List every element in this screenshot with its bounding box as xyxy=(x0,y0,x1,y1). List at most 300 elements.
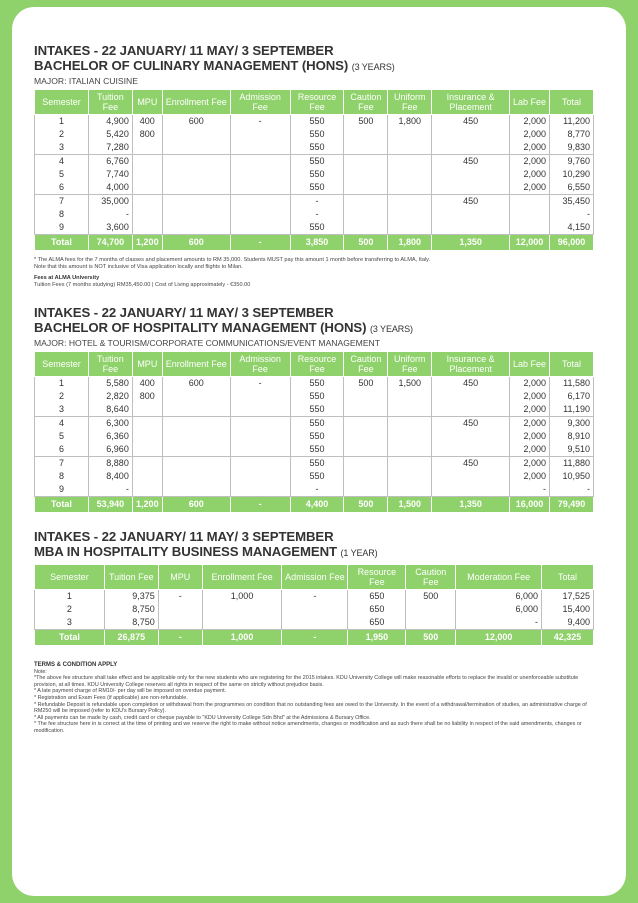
table-cell: - xyxy=(88,208,132,221)
table-cell: 450 xyxy=(432,115,510,129)
table-cell xyxy=(162,430,230,443)
table-cell xyxy=(432,403,510,417)
total-cell: 1,200 xyxy=(132,235,162,251)
table-cell: 450 xyxy=(432,195,510,209)
table-row xyxy=(35,417,594,431)
total-cell: 500 xyxy=(344,235,388,251)
table-cell: 3 xyxy=(35,403,89,417)
table-cell: 3 xyxy=(35,141,89,155)
table-cell xyxy=(388,443,432,457)
table-cell xyxy=(432,221,510,235)
table-cell: - xyxy=(290,195,344,209)
terms-item: * All payments can be made by cash, credit card or cheque payable to "KDU University College Sdn Bhd" at the Admissions & Bursary Office. xyxy=(34,714,371,721)
table-cell: 550 xyxy=(290,155,344,169)
table-cell xyxy=(432,443,510,457)
table-cell xyxy=(132,221,162,235)
total-cell: 1,000 xyxy=(202,630,282,646)
table-cell xyxy=(344,443,388,457)
table-cell: 650 xyxy=(348,603,406,616)
program-duration: (1 YEAR) xyxy=(340,548,378,558)
table-cell xyxy=(388,168,432,181)
table-cell xyxy=(230,390,290,403)
table-row xyxy=(35,590,594,604)
table-cell xyxy=(132,168,162,181)
document-page xyxy=(12,7,626,896)
table-row xyxy=(35,616,594,630)
intakes-heading: INTAKES - 22 JANUARY/ 11 MAY/ 3 SEPTEMBER xyxy=(34,529,334,544)
table-row xyxy=(35,181,594,195)
column-header: Admission Fee xyxy=(282,565,348,590)
table-cell xyxy=(132,417,162,431)
table-row xyxy=(35,483,594,497)
table-cell xyxy=(230,181,290,195)
total-cell: 1,200 xyxy=(132,497,162,513)
table-cell xyxy=(132,208,162,221)
alma-note xyxy=(34,257,594,289)
table-cell xyxy=(432,430,510,443)
section-mba xyxy=(34,529,594,646)
column-header: Admission Fee xyxy=(230,90,290,115)
table-cell xyxy=(230,221,290,235)
table-cell: 9 xyxy=(35,483,89,497)
column-header: Enrollment Fee xyxy=(162,90,230,115)
table-cell xyxy=(344,168,388,181)
table-body xyxy=(35,377,594,513)
table-cell: 8 xyxy=(35,470,89,483)
table-cell: 5 xyxy=(35,430,89,443)
terms-item: * Registration and Exam Fees (if applicable) are non-refundable. xyxy=(34,694,188,701)
table-row xyxy=(35,208,594,221)
table-cell xyxy=(162,403,230,417)
table-cell xyxy=(162,208,230,221)
table-cell xyxy=(230,443,290,457)
column-header: Admission Fee xyxy=(230,352,290,377)
table-cell xyxy=(230,208,290,221)
total-cell: 1,950 xyxy=(348,630,406,646)
column-header: Semester xyxy=(35,90,89,115)
total-cell: 500 xyxy=(344,497,388,513)
table-cell: 5,580 xyxy=(88,377,132,391)
total-cell: - xyxy=(230,497,290,513)
column-header: Semester xyxy=(35,352,89,377)
section-culinary xyxy=(34,43,594,289)
total-row xyxy=(35,497,594,513)
total-cell: 4,400 xyxy=(290,497,344,513)
table-cell: 9,300 xyxy=(549,417,593,431)
column-header: Moderation Fee xyxy=(456,565,542,590)
column-header: Insurance & Placement xyxy=(432,352,510,377)
table-cell: 2,000 xyxy=(510,377,550,391)
table-cell: 35,450 xyxy=(549,195,593,209)
table-cell: 6,960 xyxy=(88,443,132,457)
table-cell: 2,000 xyxy=(510,430,550,443)
table-cell: 4 xyxy=(35,155,89,169)
table-cell: - xyxy=(290,483,344,497)
table-row xyxy=(35,470,594,483)
fee-table xyxy=(34,564,594,646)
table-cell: 2,000 xyxy=(510,403,550,417)
table-cell xyxy=(162,417,230,431)
table-cell xyxy=(432,208,510,221)
major-label: MAJOR: HOTEL & TOURISM/CORPORATE COMMUNICATIONS/EVENT MANAGEMENT xyxy=(34,338,381,348)
table-cell: 10,290 xyxy=(549,168,593,181)
table-cell: 11,190 xyxy=(549,403,593,417)
table-cell xyxy=(162,195,230,209)
table-cell xyxy=(162,390,230,403)
table-cell xyxy=(162,470,230,483)
table-row xyxy=(35,155,594,169)
table-cell xyxy=(432,141,510,155)
table-cell: 9,375 xyxy=(104,590,158,604)
table-cell xyxy=(388,221,432,235)
alma-fees-heading: Fees at ALMA University xyxy=(34,275,100,281)
table-cell: 1,500 xyxy=(388,377,432,391)
fee-table xyxy=(34,89,594,251)
terms-item: * The fee structure here in is correct at the time of printing and we reserve the right to make without notice amendments, changes or modification and as such there shall be no liability in respect of the said amendments, changes or modification. xyxy=(34,721,582,734)
table-cell xyxy=(406,603,456,616)
table-cell: 3 xyxy=(35,616,105,630)
table-cell xyxy=(388,195,432,209)
table-cell: 550 xyxy=(290,115,344,129)
total-cell: 12,000 xyxy=(456,630,542,646)
table-cell: 7,280 xyxy=(88,141,132,155)
table-cell: 5 xyxy=(35,168,89,181)
table-cell: 11,880 xyxy=(549,457,593,471)
table-cell xyxy=(230,141,290,155)
table-cell: 17,525 xyxy=(542,590,594,604)
header-row xyxy=(35,352,594,377)
table-cell: 4,150 xyxy=(549,221,593,235)
table-cell: 2,000 xyxy=(510,470,550,483)
table-row xyxy=(35,221,594,235)
program-title: BACHELOR OF HOSPITALITY MANAGEMENT (HONS) xyxy=(34,320,367,335)
table-cell: 550 xyxy=(290,168,344,181)
terms-note-label: Note: xyxy=(34,668,47,675)
table-cell: 6,000 xyxy=(456,603,542,616)
table-cell xyxy=(406,616,456,630)
table-row xyxy=(35,457,594,471)
column-header: Uniform Fee xyxy=(388,90,432,115)
table-cell: 2,000 xyxy=(510,390,550,403)
program-heading xyxy=(34,544,594,561)
table-cell: 500 xyxy=(344,377,388,391)
total-cell: 1,350 xyxy=(432,497,510,513)
table-cell xyxy=(344,155,388,169)
column-header: Caution Fee xyxy=(344,352,388,377)
table-cell xyxy=(388,208,432,221)
table-cell xyxy=(388,403,432,417)
column-header: Resource Fee xyxy=(290,352,344,377)
table-cell: 600 xyxy=(162,115,230,129)
table-cell: - xyxy=(282,590,348,604)
table-cell: 2,000 xyxy=(510,181,550,195)
table-cell: 550 xyxy=(290,221,344,235)
table-cell xyxy=(132,403,162,417)
table-cell xyxy=(388,457,432,471)
column-header: Caution Fee xyxy=(406,565,456,590)
table-cell: - xyxy=(290,208,344,221)
total-cell: 16,000 xyxy=(510,497,550,513)
table-cell: 550 xyxy=(290,390,344,403)
table-cell xyxy=(432,128,510,141)
table-cell xyxy=(230,457,290,471)
note-line: * The ALMA fees for the 7 months of classes and placement amounts to RM 35,000. Students MUST pay this amount 1 month before transferring to ALMA, Italy. xyxy=(34,257,431,263)
table-cell xyxy=(230,155,290,169)
column-header: Tuition Fee xyxy=(88,352,132,377)
table-cell: 550 xyxy=(290,430,344,443)
table-cell: 800 xyxy=(132,128,162,141)
table-cell xyxy=(388,483,432,497)
table-cell: 9,830 xyxy=(549,141,593,155)
table-cell: 550 xyxy=(290,181,344,195)
section-hospitality xyxy=(34,305,594,513)
table-cell: 6 xyxy=(35,181,89,195)
column-header: Tuition Fee xyxy=(88,90,132,115)
table-row xyxy=(35,443,594,457)
table-row xyxy=(35,430,594,443)
alma-fees-line: Tuition Fees (7 months studying) RM35,450.00 | Cost of Living approximately - €350.00 xyxy=(34,282,251,288)
note-line: Note that this amount is NOT inclusive of Visa application locally and flights to Milan. xyxy=(34,264,243,270)
table-cell xyxy=(344,128,388,141)
table-cell: 500 xyxy=(406,590,456,604)
table-cell xyxy=(162,181,230,195)
table-cell xyxy=(230,168,290,181)
table-cell: 7 xyxy=(35,195,89,209)
table-cell: 550 xyxy=(290,403,344,417)
total-cell: 1,500 xyxy=(388,497,432,513)
table-cell: 7,740 xyxy=(88,168,132,181)
table-cell: - xyxy=(510,483,550,497)
table-cell: - xyxy=(230,377,290,391)
total-cell: 26,875 xyxy=(104,630,158,646)
total-cell: 53,940 xyxy=(88,497,132,513)
total-cell: 600 xyxy=(162,235,230,251)
table-cell xyxy=(432,181,510,195)
table-cell: 2,000 xyxy=(510,141,550,155)
table-cell xyxy=(388,430,432,443)
table-cell: 8,770 xyxy=(549,128,593,141)
table-cell: 8,750 xyxy=(104,603,158,616)
table-cell xyxy=(344,430,388,443)
table-cell: 500 xyxy=(344,115,388,129)
column-header: Enrollment Fee xyxy=(162,352,230,377)
table-cell: 450 xyxy=(432,457,510,471)
table-cell xyxy=(162,128,230,141)
table-cell xyxy=(162,483,230,497)
table-cell xyxy=(432,483,510,497)
table-row xyxy=(35,603,594,616)
table-cell: - xyxy=(549,483,593,497)
table-cell: 15,400 xyxy=(542,603,594,616)
table-cell xyxy=(202,616,282,630)
terms-item: *The above fee structure shall take effect and be applicable only for the new students who are registering for the 2015 intakes. KDU University College will make reasonable efforts to replace the invalid or unenforceable substitute provision, at all times. KDU University College reserves all rights in respect of the same on strictly without prejudice basis. xyxy=(34,675,579,688)
total-cell: 3,850 xyxy=(290,235,344,251)
table-cell: 2,000 xyxy=(510,128,550,141)
table-cell: 2,000 xyxy=(510,168,550,181)
table-cell: 7 xyxy=(35,457,89,471)
total-cell: 1,350 xyxy=(432,235,510,251)
table-cell: 2,000 xyxy=(510,417,550,431)
table-cell: 2,000 xyxy=(510,443,550,457)
table-cell xyxy=(230,195,290,209)
terms-item: * Refundable Deposit is refundable upon completion or withdrawal from the programmes on condition that no outstanding fees are owed to the University. In the event of a withdrawal/termination of studies, an administrative charge of RM250 will be imposed (refer to KDU's Bursary Policy). xyxy=(34,701,587,715)
program-duration: (3 YEARS) xyxy=(370,324,413,334)
table-cell xyxy=(230,128,290,141)
table-cell: 8,750 xyxy=(104,616,158,630)
table-cell: 550 xyxy=(290,470,344,483)
table-cell xyxy=(230,483,290,497)
table-cell xyxy=(202,603,282,616)
column-header: Insurance & Placement xyxy=(432,90,510,115)
table-cell xyxy=(132,457,162,471)
table-cell xyxy=(230,403,290,417)
table-cell xyxy=(132,141,162,155)
table-cell: 9 xyxy=(35,221,89,235)
column-header: Total xyxy=(549,352,593,377)
total-row xyxy=(35,630,594,646)
table-cell: 550 xyxy=(290,128,344,141)
program-duration: (3 YEARS) xyxy=(351,62,395,72)
table-cell: 800 xyxy=(132,390,162,403)
table-row xyxy=(35,141,594,155)
table-cell xyxy=(162,155,230,169)
table-body xyxy=(35,115,594,251)
table-cell xyxy=(344,141,388,155)
table-cell xyxy=(132,483,162,497)
table-cell: 550 xyxy=(290,457,344,471)
major-label: MAJOR: ITALIAN CUISINE xyxy=(34,76,138,86)
table-cell xyxy=(162,443,230,457)
table-cell: 450 xyxy=(432,377,510,391)
table-cell xyxy=(510,221,550,235)
table-cell: 9,760 xyxy=(549,155,593,169)
total-row xyxy=(35,235,594,251)
table-cell xyxy=(158,603,202,616)
table-cell: 2,000 xyxy=(510,115,550,129)
table-row xyxy=(35,377,594,391)
table-row xyxy=(35,115,594,129)
table-cell xyxy=(510,208,550,221)
total-cell: 74,700 xyxy=(88,235,132,251)
table-cell: 6,360 xyxy=(88,430,132,443)
table-cell xyxy=(388,155,432,169)
table-cell: 550 xyxy=(290,141,344,155)
table-cell: 450 xyxy=(432,417,510,431)
table-cell: 1 xyxy=(35,590,105,604)
table-cell: 5,420 xyxy=(88,128,132,141)
table-cell xyxy=(132,443,162,457)
column-header: Total xyxy=(542,565,594,590)
table-cell xyxy=(432,470,510,483)
table-cell: 1,800 xyxy=(388,115,432,129)
column-header: MPU xyxy=(132,90,162,115)
total-cell: 42,325 xyxy=(542,630,594,646)
table-cell: 2 xyxy=(35,603,105,616)
table-cell: 8 xyxy=(35,208,89,221)
table-cell: 1 xyxy=(35,115,89,129)
program-heading xyxy=(34,320,594,337)
total-cell: 1,800 xyxy=(388,235,432,251)
table-cell: 6,300 xyxy=(88,417,132,431)
table-cell xyxy=(162,168,230,181)
table-cell xyxy=(344,390,388,403)
table-cell: 2,000 xyxy=(510,155,550,169)
column-header: Enrollment Fee xyxy=(202,565,282,590)
program-heading xyxy=(34,58,594,75)
column-header: Caution Fee xyxy=(344,90,388,115)
table-cell: 8,400 xyxy=(88,470,132,483)
table-cell: 11,580 xyxy=(549,377,593,391)
table-cell: 2,820 xyxy=(88,390,132,403)
table-cell: 6,760 xyxy=(88,155,132,169)
table-cell: 450 xyxy=(432,155,510,169)
column-header: MPU xyxy=(158,565,202,590)
table-cell xyxy=(432,168,510,181)
table-cell: - xyxy=(88,483,132,497)
table-cell xyxy=(282,603,348,616)
table-cell xyxy=(344,417,388,431)
table-cell: 4,000 xyxy=(88,181,132,195)
table-cell: 4,900 xyxy=(88,115,132,129)
table-cell xyxy=(282,616,348,630)
table-cell xyxy=(162,457,230,471)
table-cell xyxy=(344,483,388,497)
table-cell xyxy=(344,221,388,235)
table-cell: 550 xyxy=(290,443,344,457)
table-cell xyxy=(230,470,290,483)
table-cell xyxy=(162,221,230,235)
terms-heading: TERMS & CONDITION APPLY xyxy=(34,662,118,668)
table-cell: 9,400 xyxy=(542,616,594,630)
table-cell: 1,000 xyxy=(202,590,282,604)
column-header: Uniform Fee xyxy=(388,352,432,377)
total-cell: Total xyxy=(35,235,89,251)
table-cell: 550 xyxy=(290,377,344,391)
table-cell: - xyxy=(230,115,290,129)
table-cell xyxy=(388,128,432,141)
table-cell: - xyxy=(456,616,542,630)
table-cell xyxy=(162,141,230,155)
table-cell xyxy=(344,195,388,209)
total-cell: - xyxy=(282,630,348,646)
table-row xyxy=(35,128,594,141)
table-cell: 6,000 xyxy=(456,590,542,604)
column-header: Lab Fee xyxy=(510,90,550,115)
table-cell: 650 xyxy=(348,616,406,630)
column-header: Tuition Fee xyxy=(104,565,158,590)
table-row xyxy=(35,403,594,417)
table-cell xyxy=(388,390,432,403)
table-cell: 8,880 xyxy=(88,457,132,471)
table-cell: - xyxy=(549,208,593,221)
table-cell xyxy=(388,470,432,483)
table-cell xyxy=(432,390,510,403)
column-header: MPU xyxy=(132,352,162,377)
table-cell xyxy=(510,195,550,209)
total-cell: 96,000 xyxy=(549,235,593,251)
table-cell: 9,510 xyxy=(549,443,593,457)
table-cell: 4 xyxy=(35,417,89,431)
table-cell: 650 xyxy=(348,590,406,604)
column-header: Resource Fee xyxy=(348,565,406,590)
table-cell: 11,200 xyxy=(549,115,593,129)
total-cell: 79,490 xyxy=(549,497,593,513)
table-cell: 550 xyxy=(290,417,344,431)
table-cell xyxy=(344,208,388,221)
intakes-heading: INTAKES - 22 JANUARY/ 11 MAY/ 3 SEPTEMBER xyxy=(34,43,334,58)
table-body xyxy=(35,590,594,646)
table-cell: 3,600 xyxy=(88,221,132,235)
